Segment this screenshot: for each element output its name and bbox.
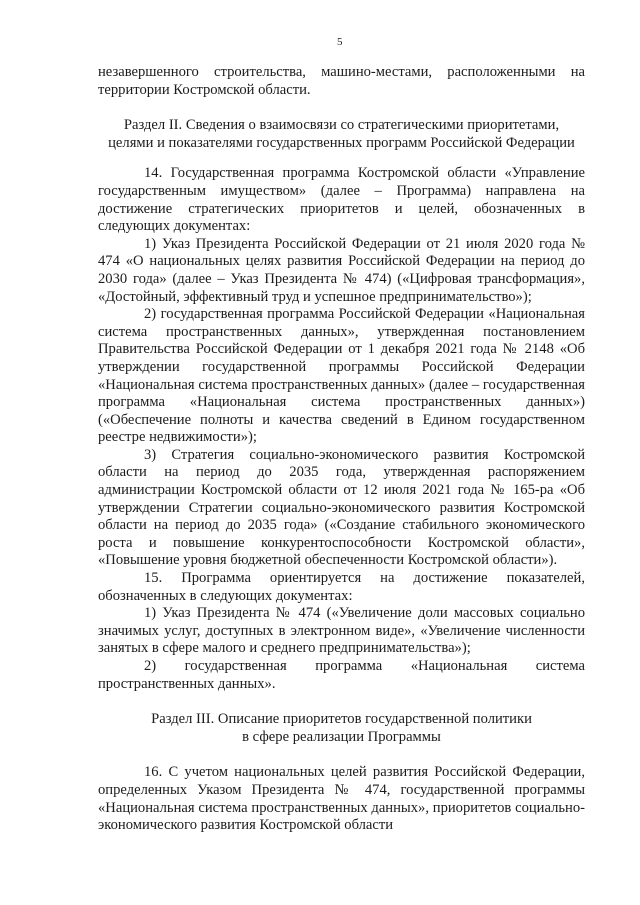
- page-content: [98, 64, 585, 835]
- paragraph-15-item-2: 2) государственная программа «Национальная система пространственных данных».: [98, 658, 585, 692]
- paragraph-14-item-1: 1) Указ Президента Российской Федерации от 21 июля 2020 года № 474 «О национальных целях развития Российской Федерации на период до 2030 года» (далее – Указ Президента № 474) («Цифровая трансформация», «Достойный, эффективный труд и успешное предпринимательство»);: [98, 235, 585, 305]
- section-2-heading-line-1: Раздел II. Сведения о взаимосвязи со стратегическими приоритетами,: [123, 117, 560, 134]
- paragraph-15-item-1: 1) Указ Президента № 474 («Увеличение доли массовых социально значимых услуг, доступных в электронном виде», «Увеличение численности занятых в сфере малого и среднего предпринимательства»);: [98, 605, 585, 657]
- section-3-heading-line-2: в сфере реализации Программы: [242, 728, 441, 745]
- page-number: 5: [337, 36, 343, 48]
- paragraph-15: 15. Программа ориентируется на достижение показателей, обозначенных в следующих документах:: [98, 570, 585, 604]
- section-3-heading-line-1: Раздел III. Описание приоритетов государственной политики: [151, 711, 532, 728]
- section-2-heading-line-2: целями и показателями государственных программ Российской Федерации: [108, 134, 575, 151]
- paragraph-16: 16. С учетом национальных целей развития Российской Федерации, определенных Указом Президента № 474, государственной программы «Национальная система пространственных данных», приоритетов социально-экономического развития Костромской области: [98, 764, 585, 834]
- paragraph-14-item-3: 3) Стратегия социально-экономического развития Костромской области на период до 2035 года, утвержденная распоряжением администрации Костромской области от 12 июля 2021 года № 165-ра «Об утверждении Стратегии социально-экономического развития Костромской области на период до 2035 года» («Создание стабильного экономического роста и повышение конкурентоспособности Костромской области», «Повышение уровня бюджетной обеспеченности Костромской области»).: [98, 446, 585, 569]
- paragraph-14: 14. Государственная программа Костромской области «Управление государственным имуществом» (далее – Программа) направлена на достижение стратегических приоритетов и целей, обозначенных в следующих документах:: [98, 165, 585, 235]
- intro-paragraph: незавершенного строительства, машино-местами, расположенными на территории Костромской области.: [98, 64, 585, 98]
- paragraph-14-item-2: 2) государственная программа Российской Федерации «Национальная система пространственных данных», утвержденная постановлением Правительства Российской Федерации от 1 декабря 2021 года № 2148 «Об утверждении государственной программы Российской Федерации «Национальная система пространственных данных» (далее – государственная программа «Национальная система пространственных данных») («Обеспечение полноты и качества сведений в Едином государственном реестре недвижимости»);: [98, 306, 585, 446]
